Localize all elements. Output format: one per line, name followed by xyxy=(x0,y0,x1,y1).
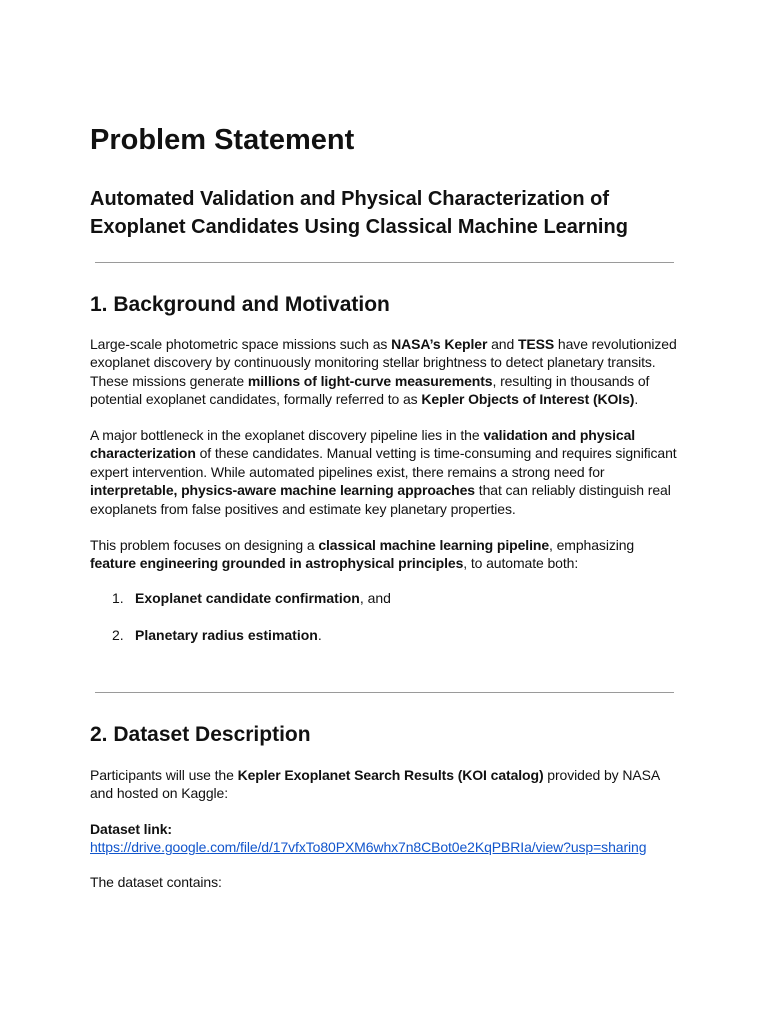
divider-2 xyxy=(95,692,674,693)
text-run: provided by NASA and hosted on Kaggle: xyxy=(90,767,660,802)
text-run: Large-scale photometric space missions such as xyxy=(90,336,392,352)
section-1-heading: 1. Background and Motivation xyxy=(90,293,390,316)
bold-run: Kepler Exoplanet Search Results (KOI catalog) xyxy=(237,767,544,783)
text-run: that can reliably distinguish real exoplanets from false positives and estimate key planetary properties. xyxy=(90,482,671,517)
list-number: 1. xyxy=(112,590,124,606)
list-item xyxy=(112,626,322,644)
dataset-link-block xyxy=(90,820,682,857)
text-run: have revolutionized exoplanet discovery by continuously monitoring stellar brightness to detect planetary transits. These missions generate xyxy=(90,336,677,389)
bold-run: Exoplanet candidate confirmation xyxy=(135,590,360,606)
text-run: and xyxy=(487,336,518,352)
bold-run: feature engineering grounded in astrophysical principles xyxy=(90,555,464,572)
section-1-paragraph-3 xyxy=(90,536,682,573)
dataset-link-label: Dataset link: xyxy=(90,821,172,837)
bold-run: validation and physical characterization xyxy=(90,427,636,462)
dataset-contains-text: The dataset contains: xyxy=(90,874,222,890)
dataset-link[interactable]: https://drive.google.com/file/d/17vfxTo80PXM6whx7n8CBot0e2KqPBRIa/view?usp=sharing xyxy=(90,839,647,856)
text-run: , and xyxy=(359,590,391,606)
text-run: , resulting in thousands of potential exoplanet candidates, formally referred to as xyxy=(90,372,650,408)
text-run: . xyxy=(634,391,639,408)
section-2-heading: 2. Dataset Description xyxy=(90,723,311,746)
section-1-paragraph-1 xyxy=(90,335,682,409)
page-title: Problem Statement xyxy=(90,124,355,156)
bold-run: Planetary radius estimation xyxy=(135,627,318,643)
text-run: Participants will use the xyxy=(90,767,238,783)
bold-run: interpretable, physics-aware machine learning approaches xyxy=(90,482,475,499)
text-run: , to automate both: xyxy=(463,555,579,572)
bold-run: TESS xyxy=(517,336,555,352)
section-2-paragraph-1 xyxy=(90,766,682,803)
bold-run: NASA’s Kepler xyxy=(391,336,488,352)
text-run: of these candidates. Manual vetting is time-consuming and requires significant expert intervention. While automated pipelines exist, there remains a strong need for xyxy=(90,445,677,480)
section-1-paragraph-2 xyxy=(90,426,682,518)
list-item xyxy=(112,589,391,607)
text-run: A major bottleneck in the exoplanet discovery pipeline lies in the xyxy=(90,427,484,443)
text-run: This problem focuses on designing a xyxy=(90,537,319,553)
divider-1 xyxy=(95,262,674,263)
bold-run: Kepler Objects of Interest (KOIs) xyxy=(421,391,635,408)
bold-run: classical machine learning pipeline xyxy=(318,537,550,553)
text-run: . xyxy=(317,627,322,643)
document-subtitle: Automated Validation and Physical Characterization of Exoplanet Candidates Using Classical Machine Learning xyxy=(90,188,628,238)
text-run: , emphasizing xyxy=(549,537,635,553)
bold-run: millions of light-curve measurements xyxy=(247,372,493,389)
list-number: 2. xyxy=(112,627,124,643)
